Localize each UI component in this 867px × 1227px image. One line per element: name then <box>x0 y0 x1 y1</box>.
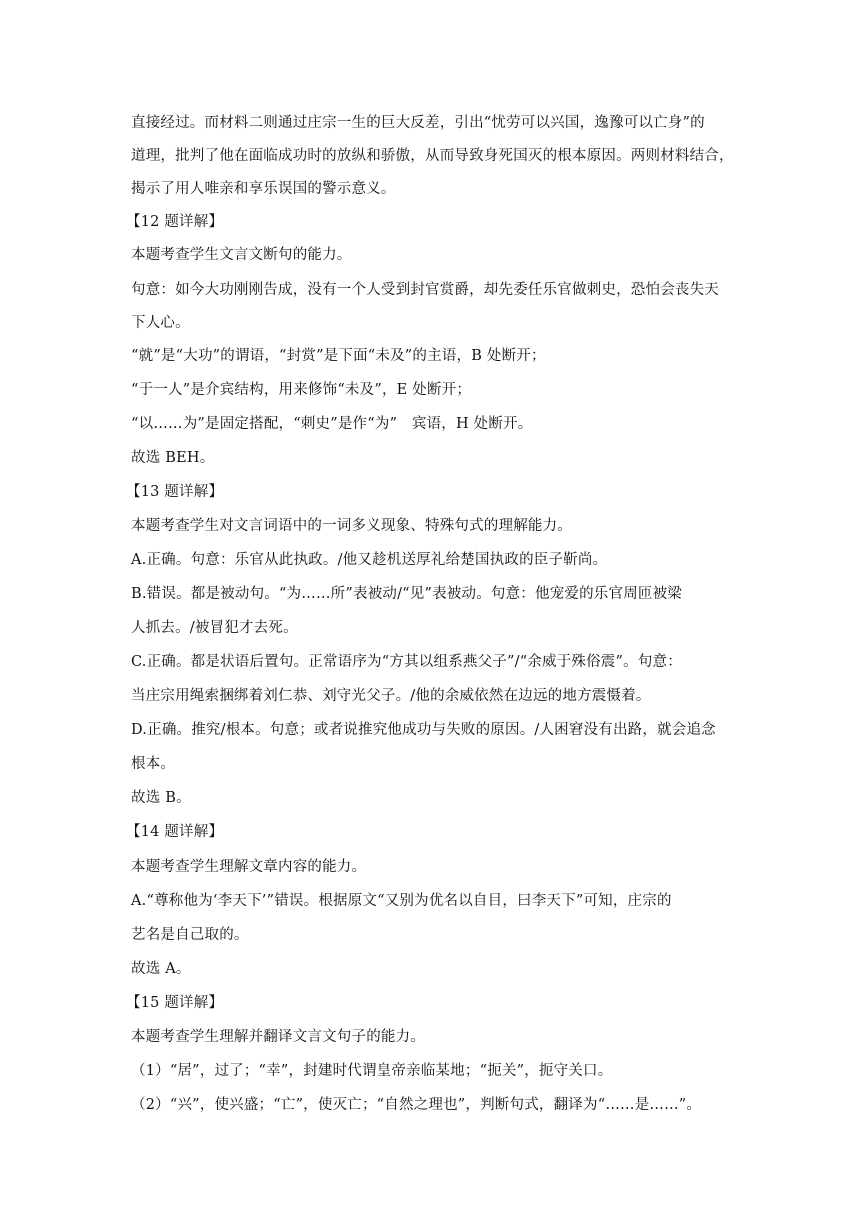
paragraph-line: “就”是“大功”的谓语，“封赏”是下面“未及”的主语，B 处断开； <box>131 348 546 364</box>
paragraph-line: 故选 A。 <box>131 961 191 977</box>
paragraph-line: 本题考查学生文言文断句的能力。 <box>131 247 352 263</box>
paragraph-line: 道理，批判了他在面临成功时的放纵和骄傲，从而导致身死国灭的根本原因。两则材料结合， <box>131 148 734 164</box>
paragraph-line: B.错误。都是被动句。“为……所”表被动/“见”表被动。句意：他宠爱的乐官周匝被梁 <box>131 586 682 602</box>
paragraph-line: 故选 BEH。 <box>131 450 215 466</box>
paragraph-line: 故选 B。 <box>131 790 191 806</box>
paragraph-line: 当庄宗用绳索捆绑着刘仁恭、刘守光父子。/他的余威依然在边远的地方震慑着。 <box>131 688 651 704</box>
section-heading: 【14 题详解】 <box>126 824 224 840</box>
section-heading: 【13 题详解】 <box>126 484 224 500</box>
paragraph-line: 句意：如今大功刚刚告成，没有一个人受到封官赏爵，却先委任乐官做刺史，恐怕会丧失天 <box>131 282 719 298</box>
paragraph-line: （1）“居”，过了；“幸”，封建时代谓皇帝亲临某地；“扼关”，扼守关口。 <box>131 1063 613 1079</box>
paragraph-line: 本题考查学生理解并翻译文言文句子的能力。 <box>131 1029 425 1045</box>
paragraph-line: A.“尊称他为‘李天下’”错误。根据原文“又别为优名以自目，曰李天下”可知，庄宗的 <box>131 893 672 909</box>
paragraph-line: （2）“兴”，使兴盛；“亡”，使灭亡；“自然之理也”，判断句式，翻译为“……是……”。 <box>131 1097 702 1113</box>
section-heading: 【15 题详解】 <box>126 995 224 1011</box>
paragraph-line: A.正确。句意：乐官从此执政。/他又趁机送厚礼给楚国执政的臣子靳尚。 <box>131 552 608 568</box>
paragraph-line: 本题考查学生理解文章内容的能力。 <box>131 859 367 875</box>
paragraph-line: 下人心。 <box>131 315 190 331</box>
paragraph-line: 直接经过。而材料二则通过庄宗一生的巨大反差，引出“忧劳可以兴国，逸豫可以亡身”的 <box>131 115 705 131</box>
paragraph-line: 艺名是自己取的。 <box>131 927 249 943</box>
paragraph-line: 根本。 <box>131 756 176 772</box>
paragraph-line: 揭示了用人唯亲和享乐误国的警示意义。 <box>131 181 396 197</box>
section-heading: 【12 题详解】 <box>126 214 224 230</box>
paragraph-line: D.正确。推究/根本。句意；或者说推究他成功与失败的原因。/人困窘没有出路，就会追念 <box>131 722 716 738</box>
paragraph-line: “以……为”是固定搭配，“刺史”是作“为” 宾语，H 处断开。 <box>131 416 533 432</box>
paragraph-line: “于一人”是介宾结构，用来修饰“未及”，E 处断开； <box>131 382 472 398</box>
paragraph-line: 人抓去。/被冒犯才去死。 <box>131 620 298 636</box>
paragraph-line: 本题考查学生对文言词语中的一词多义现象、特殊句式的理解能力。 <box>131 518 572 534</box>
paragraph-line: C.正确。都是状语后置句。正常语序为“方其以组系燕父子”/“余威于殊俗震”。句意： <box>131 654 682 670</box>
